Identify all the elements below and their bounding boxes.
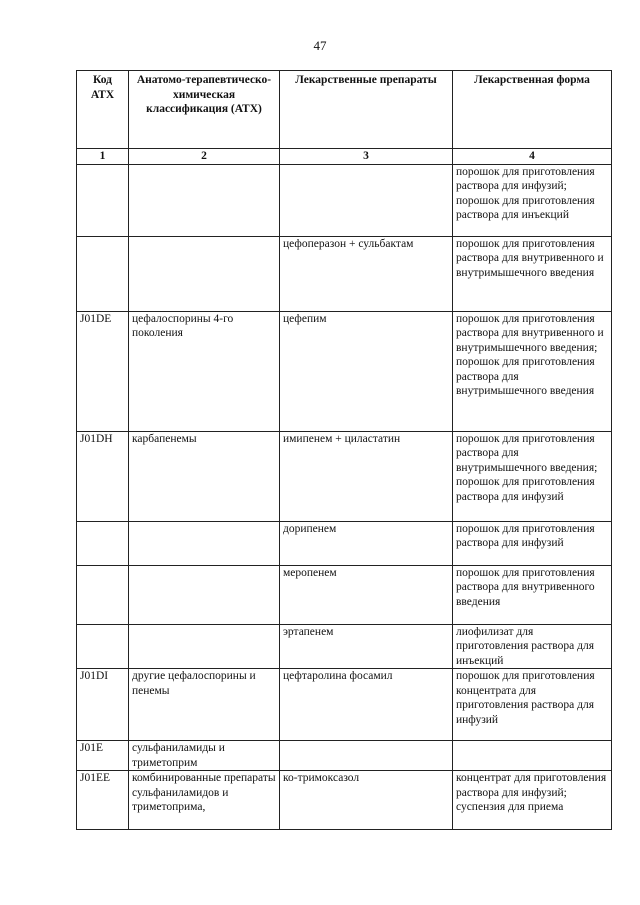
cell-classification: комбинированные препараты сульфаниламидов и триметоприма, (129, 771, 280, 830)
column-number: 3 (280, 149, 453, 165)
cell-form (453, 741, 612, 771)
page-number: 47 (313, 38, 327, 53)
cell-drug: цефоперазон + сульбактам (280, 236, 453, 311)
cell-form: порошок для приготовления концентрата для приготовления раствора для инфузий (453, 669, 612, 741)
cell-classification: цефалоспорины 4-го поколения (129, 311, 280, 431)
header-form: Лекарственная форма (453, 71, 612, 149)
cell-code (77, 624, 129, 669)
cell-form: порошок для приготовления раствора для внутривенного и внутримышечного введения (453, 236, 612, 311)
cell-code: J01DE (77, 311, 129, 431)
cell-form: порошок для приготовления раствора для внутривенного и внутримышечного введения; порошок для приготовления раствора для внутримышечного введения (453, 311, 612, 431)
atx-table (76, 70, 612, 830)
cell-form: порошок для приготовления раствора для внутривенного введения (453, 565, 612, 624)
cell-classification: другие цефалоспорины и пенемы (129, 669, 280, 741)
table-row (77, 771, 612, 830)
cell-code (77, 565, 129, 624)
table-row (77, 565, 612, 624)
cell-code: J01DH (77, 431, 129, 521)
header-drugs: Лекарственные препараты (280, 71, 453, 149)
table-header-row (77, 71, 612, 149)
column-number: 2 (129, 149, 280, 165)
table-row (77, 669, 612, 741)
cell-code: J01E (77, 741, 129, 771)
table-row (77, 311, 612, 431)
cell-drug: эртапенем (280, 624, 453, 669)
cell-classification (129, 624, 280, 669)
cell-drug: цефтаролина фосамил (280, 669, 453, 741)
header-code: Код АТХ (77, 71, 129, 149)
cell-form: порошок для приготовления раствора для инфузий (453, 521, 612, 565)
table-row (77, 431, 612, 521)
cell-drug: дорипенем (280, 521, 453, 565)
cell-classification: сульфаниламиды и триметоприм (129, 741, 280, 771)
cell-drug (280, 164, 453, 236)
table-row (77, 236, 612, 311)
cell-classification (129, 565, 280, 624)
cell-classification: карбапенемы (129, 431, 280, 521)
cell-code (77, 164, 129, 236)
cell-classification (129, 164, 280, 236)
column-number: 4 (453, 149, 612, 165)
header-classification: Анатомо-терапевтическо-химическая классификация (АТХ) (129, 71, 280, 149)
cell-drug: меропенем (280, 565, 453, 624)
table-row (77, 624, 612, 669)
cell-code (77, 521, 129, 565)
cell-drug (280, 741, 453, 771)
cell-drug: ко-тримоксазол (280, 771, 453, 830)
cell-form: концентрат для приготовления раствора для инфузий; суспензия для приема (453, 771, 612, 830)
table-row (77, 164, 612, 236)
column-number: 1 (77, 149, 129, 165)
table-row (77, 741, 612, 771)
table-row (77, 521, 612, 565)
cell-drug: имипенем + циластатин (280, 431, 453, 521)
cell-classification (129, 521, 280, 565)
cell-classification (129, 236, 280, 311)
cell-form: порошок для приготовления раствора для инфузий; порошок для приготовления раствора для инъекций (453, 164, 612, 236)
cell-code: J01EE (77, 771, 129, 830)
cell-form: порошок для приготовления раствора для внутримышечного введения; порошок для приготовления раствора для инфузий (453, 431, 612, 521)
cell-form: лиофилизат для приготовления раствора для инъекций (453, 624, 612, 669)
column-number-row (77, 149, 612, 165)
cell-drug: цефепим (280, 311, 453, 431)
cell-code: J01DI (77, 669, 129, 741)
cell-code (77, 236, 129, 311)
